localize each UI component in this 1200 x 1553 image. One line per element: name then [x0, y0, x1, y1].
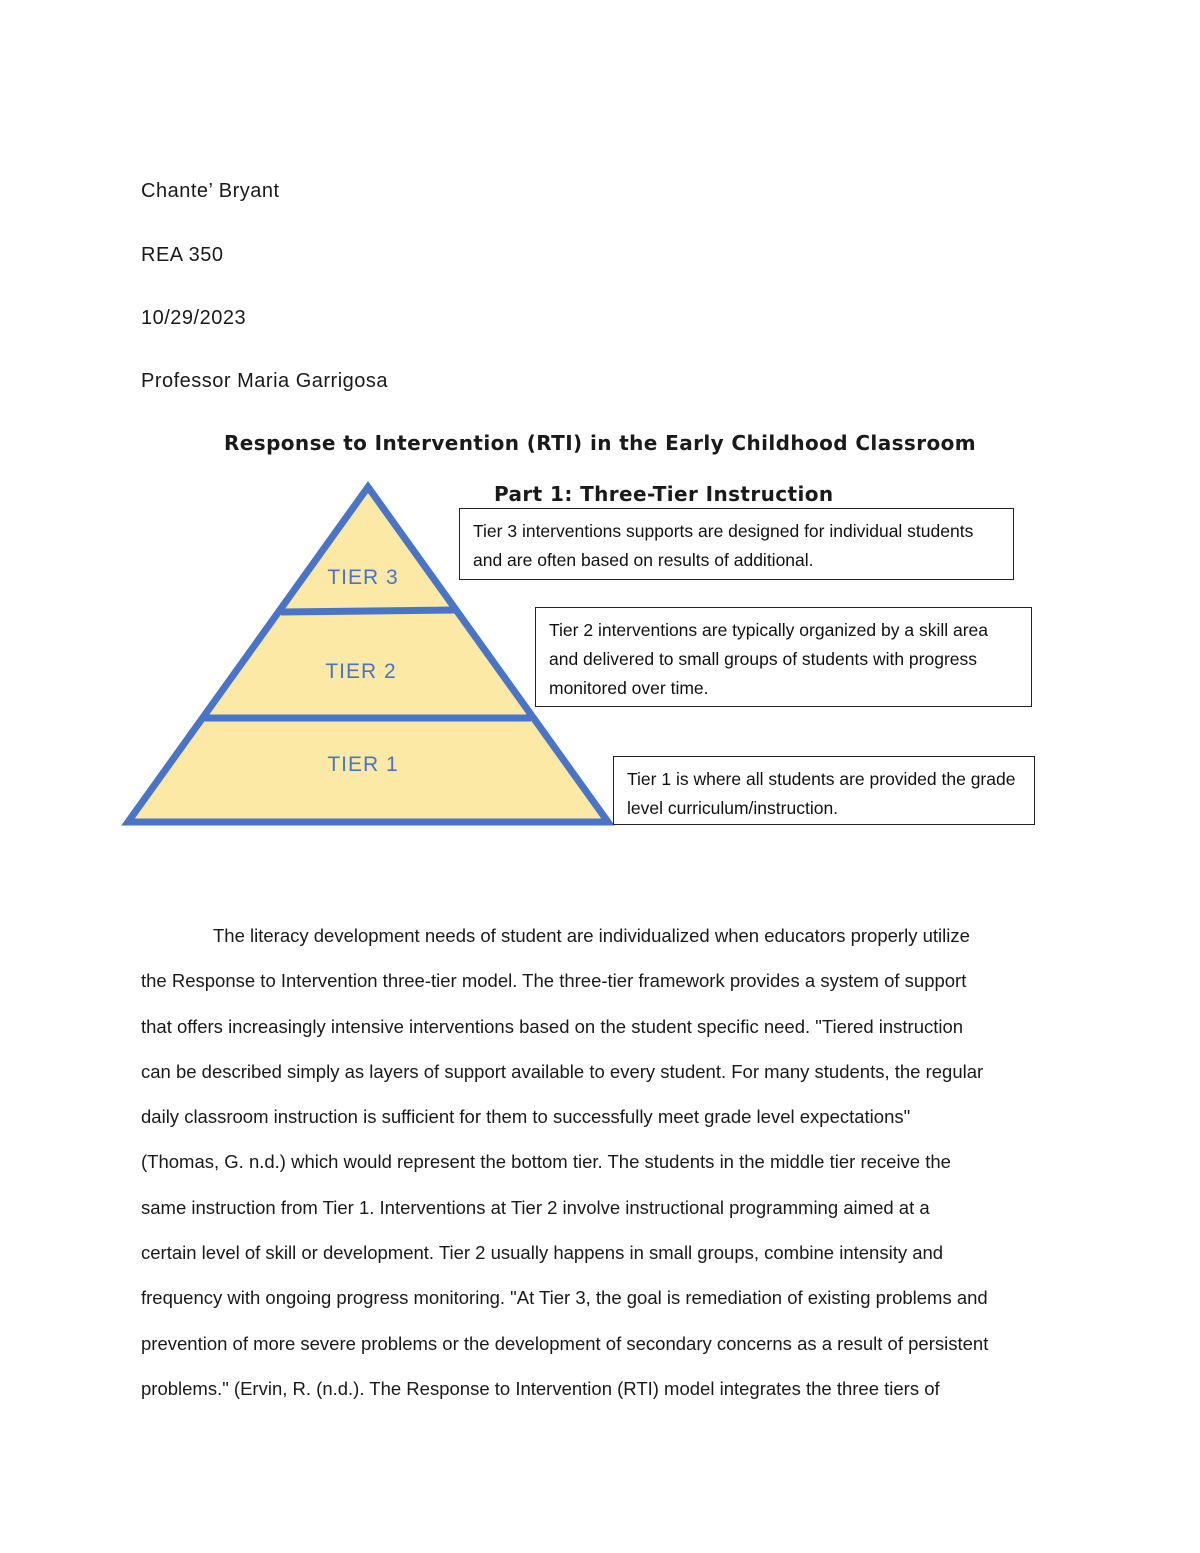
- body-line: The literacy development needs of student are individualized when educators properly utilize: [213, 925, 970, 946]
- body-line: that offers increasingly intensive interventions based on the student specific need. "Tiered instruction: [141, 1015, 964, 1037]
- body-line: prevention of more severe problems or the development of secondary concerns as a result of persistent: [141, 1332, 989, 1354]
- professor-name: Professor Maria Garrigosa: [141, 370, 389, 392]
- tier-2-note: Tier 2 interventions are typically organized by a skill area and delivered to small groups of students with progress monitored over time.: [535, 607, 1032, 707]
- body-line: frequency with ongoing progress monitoring. "At Tier 3, the goal is remediation of existing problems and: [141, 1287, 988, 1309]
- date: 10/29/2023: [141, 307, 247, 329]
- body-paragraph: [141, 913, 1061, 1411]
- tier-1-label: TIER 1: [327, 753, 399, 776]
- section-subtitle: Part 1: Three-Tier Instruction: [494, 482, 834, 506]
- course-code: REA 350: [141, 244, 224, 266]
- tier-divider-upper: [281, 610, 455, 612]
- author-name: Chante’ Bryant: [141, 180, 280, 202]
- tier-1-note: Tier 1 is where all students are provided the grade level curriculum/instruction.: [613, 756, 1035, 825]
- page-title: Response to Intervention (RTI) in the Early Childhood Classroom: [224, 431, 976, 455]
- body-line: can be described simply as layers of support available to every student. For many students, the regular: [141, 1060, 984, 1082]
- tier-3-note: Tier 3 interventions supports are designed for individual students and are often based on results of additional.: [459, 508, 1014, 580]
- body-line: problems." (Ervin, R. (n.d.). The Response to Intervention (RTI) model integrates the three tiers of: [141, 1377, 940, 1399]
- body-line: the Response to Intervention three-tier model. The three-tier framework provides a system of support: [141, 970, 967, 992]
- tier-2-label: TIER 2: [325, 660, 397, 683]
- tier-3-label: TIER 3: [327, 566, 399, 589]
- body-line: daily classroom instruction is sufficient for them to successfully meet grade level expectations": [141, 1106, 911, 1128]
- body-line: (Thomas, G. n.d.) which would represent the bottom tier. The students in the middle tier receive the: [141, 1151, 951, 1173]
- body-line: same instruction from Tier 1. Interventions at Tier 2 involve instructional programming aimed at a: [141, 1196, 930, 1218]
- body-line: certain level of skill or development. Tier 2 usually happens in small groups, combine intensity and: [141, 1242, 944, 1264]
